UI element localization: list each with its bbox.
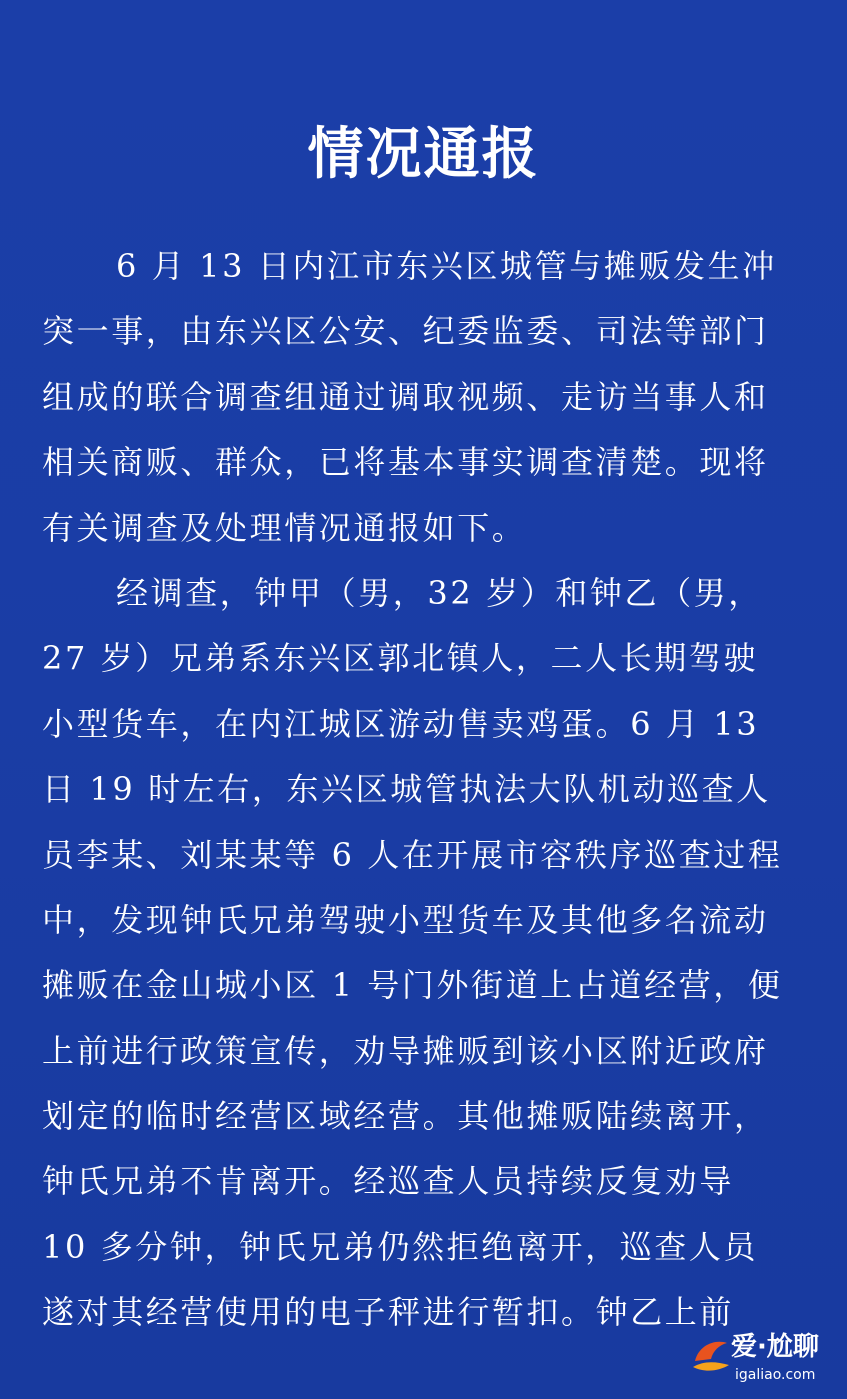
notice-body bbox=[42, 234, 812, 1346]
text-line: 27 岁）兄弟系东兴区郭北镇人，二人长期驾驶 bbox=[42, 639, 759, 678]
text-line: 员李某、刘某某等 6 人在开展市容秩序巡查过程 bbox=[42, 835, 783, 874]
text-line: 6 月 13 日内江市东兴区城管与摊贩发生冲 bbox=[116, 247, 777, 285]
watermark-url: igaliao.com bbox=[735, 1367, 816, 1383]
text-line: 划定的临时经营区域经营。其他摊贩陆续离开， bbox=[42, 1097, 769, 1136]
text-line: 组成的联合调查组通过调取视频、走访当事人和 bbox=[42, 377, 769, 416]
text-line: 相关商贩、群众，已将基本事实调查清楚。现将 bbox=[42, 443, 769, 482]
text-line: 中，发现钟氏兄弟驾驶小型货车及其他多名流动 bbox=[42, 900, 769, 939]
text-line: 有关调查及处理情况通报如下。 bbox=[42, 508, 527, 547]
text-line: 经调查，钟甲（男，32 岁）和钟乙（男， bbox=[116, 573, 763, 612]
text-line: 上前进行政策宣传，劝导摊贩到该小区附近政府 bbox=[42, 1031, 769, 1070]
page-title: 情况通报 bbox=[307, 121, 540, 187]
watermark bbox=[689, 1327, 839, 1391]
text-line: 摊贩在金山城小区 1 号门外街道上占道经营，便 bbox=[42, 966, 783, 1005]
text-line: 遂对其经营使用的电子秤进行暂扣。钟乙上前 bbox=[42, 1293, 735, 1332]
watermark-name: 爱·尬聊 bbox=[731, 1332, 819, 1362]
text-line: 日 19 时左右，东兴区城管执法大队机动巡查人 bbox=[42, 770, 771, 809]
text-line: 突一事，由东兴区公安、纪委监委、司法等部门 bbox=[42, 312, 769, 351]
text-line: 钟氏兄弟不肯离开。经巡查人员持续反复劝导 bbox=[42, 1162, 735, 1201]
text-line: 小型货车，在内江城区游动售卖鸡蛋。6 月 13 bbox=[42, 704, 760, 743]
chat-bubble-logo-icon bbox=[689, 1331, 733, 1375]
text-line: 10 多分钟，钟氏兄弟仍然拒绝离开，巡查人员 bbox=[42, 1227, 759, 1266]
